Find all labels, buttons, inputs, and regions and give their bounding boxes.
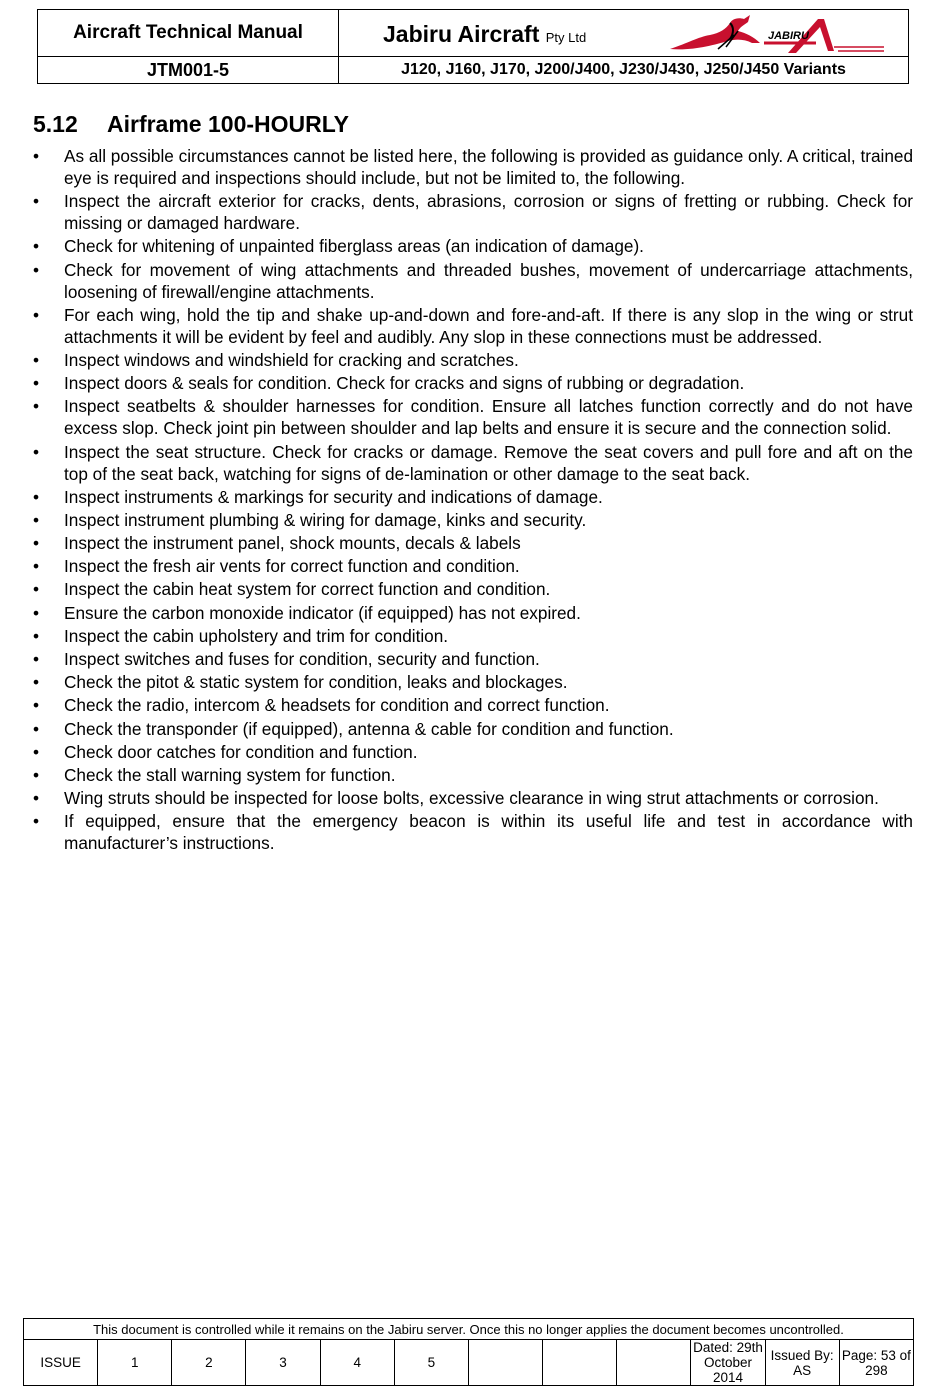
list-item-text: Inspect seatbelts & shoulder harnesses for condition. Ensure all latches function correctly and do not have excess slop. Check joint pin between shoulder and lap belts and ensure it is secure and the connection solid. (64, 396, 913, 439)
list-item-text: Check the radio, intercom & headsets for condition and correct function. (64, 695, 610, 716)
issue-label: ISSUE (24, 1340, 98, 1386)
list-item-text: Check the pitot & static system for condition, leaks and blockages. (64, 672, 568, 693)
issue-cell: 1 (98, 1340, 172, 1386)
list-item-text: Inspect the cabin heat system for correct function and condition. (64, 579, 551, 600)
list-item-text: Inspect switches and fuses for condition, security and function. (64, 649, 540, 669)
logo-text: JABIRU (768, 30, 809, 42)
list-item (33, 532, 913, 554)
bullet-icon: • (33, 373, 40, 394)
list-item (33, 395, 913, 439)
list-item (33, 304, 913, 348)
jabiru-bird-logo-icon (668, 13, 886, 55)
list-item-text: Inspect instruments & markings for security and indications of damage. (64, 486, 603, 507)
manual-title: Aircraft Technical Manual (38, 10, 339, 57)
list-item (33, 671, 913, 693)
list-item-text: Wing struts should be inspected for loose bolts, excessive clearance in wing strut attachments or corrosion. (64, 788, 879, 809)
list-item (33, 718, 913, 740)
bullet-icon: • (33, 304, 40, 325)
inspection-list (33, 145, 913, 856)
list-item (33, 694, 913, 716)
bullet-icon: • (33, 741, 40, 762)
list-item (33, 625, 913, 647)
control-note: This document is controlled while it remains on the Jabiru server. Once this no longer applies the document becomes uncontrolled. (24, 1319, 914, 1340)
list-item (33, 764, 913, 786)
bullet-icon: • (33, 602, 40, 623)
list-item-text: Check door catches for condition and function. (64, 741, 418, 762)
list-item (33, 190, 913, 234)
list-item (33, 602, 913, 624)
bullet-icon: • (33, 649, 40, 669)
bullet-icon: • (33, 625, 40, 646)
bullet-icon: • (33, 191, 40, 212)
issue-cell: 5 (394, 1340, 468, 1386)
bullet-icon: • (33, 486, 40, 507)
bullet-icon: • (33, 146, 40, 166)
list-item (33, 259, 913, 303)
bullet-icon: • (33, 764, 40, 785)
list-item (33, 372, 913, 394)
list-item (33, 741, 913, 763)
bullet-icon: • (33, 788, 40, 809)
issue-cell (617, 1340, 691, 1386)
list-item (33, 441, 913, 485)
list-item (33, 509, 913, 531)
document-footer (23, 1318, 914, 1386)
list-item (33, 648, 913, 670)
bullet-icon: • (33, 672, 40, 693)
list-item-text: Inspect doors & seals for condition. Check for cracks and signs of rubbing or degradation. (64, 373, 745, 394)
list-item (33, 810, 913, 854)
list-item-text: Inspect the aircraft exterior for cracks, dents, abrasions, corrosion or signs of fretting or rubbing. Check for missing or damaged hardware. (64, 191, 913, 234)
bullet-icon: • (33, 349, 40, 370)
list-item-text: For each wing, hold the tip and shake up-and-down and fore-and-aft. If there is any slop in the wing or strut attachments it will be evident by feel and audibly. Any slop in these connections must be addressed. (64, 304, 913, 347)
bullet-icon: • (33, 695, 40, 716)
list-item-text: Inspect the seat structure. Check for cracks or damage. Remove the seat covers and pull fore and aft on the top of the seat back, watching for signs of de-lamination or other damage to the seat back. (64, 441, 913, 484)
issue-cell (543, 1340, 617, 1386)
bullet-icon: • (33, 556, 40, 577)
issue-date: Dated: 29th October 2014 (691, 1340, 765, 1386)
list-item-text: Inspect windows and windshield for cracking and scratches. (64, 349, 519, 370)
list-item-text: Inspect the fresh air vents for correct function and condition. (64, 556, 520, 577)
bullet-icon: • (33, 236, 40, 257)
bullet-icon: • (33, 441, 40, 462)
company-cell (339, 10, 909, 57)
section-heading (33, 111, 349, 138)
issue-cell: 3 (246, 1340, 320, 1386)
list-item (33, 145, 913, 189)
list-item (33, 555, 913, 577)
bullet-icon: • (33, 533, 40, 554)
list-item (33, 235, 913, 257)
company-name (383, 21, 586, 48)
list-item-text: If equipped, ensure that the emergency beacon is within its useful life and test in accordance with manufacturer’s instructions. (64, 811, 913, 854)
list-item-text: Check the stall warning system for function. (64, 764, 396, 785)
list-item (33, 787, 913, 809)
list-item-text: Check the transponder (if equipped), antenna & cable for condition and function. (64, 718, 674, 739)
list-item (33, 486, 913, 508)
list-item-text: Check for movement of wing attachments and threaded bushes, movement of undercarriage attachments, loosening of firewall/engine attachments. (64, 259, 913, 302)
issue-cell: 4 (320, 1340, 394, 1386)
doc-number: JTM001-5 (38, 57, 339, 84)
list-item-text: Inspect instrument plumbing & wiring for damage, kinks and security. (64, 509, 587, 530)
list-item-text: Inspect the cabin upholstery and trim for condition. (64, 625, 449, 646)
company-suffix: Pty Ltd (545, 30, 587, 45)
company-name-text: Jabiru Aircraft (383, 21, 540, 47)
list-item-text: Check for whitening of unpainted fiberglass areas (an indication of damage). (64, 236, 644, 257)
section-title: Airframe 100-HOURLY (107, 111, 350, 137)
bullet-icon: • (33, 396, 40, 417)
bullet-icon: • (33, 718, 40, 739)
issued-by: Issued By: AS (765, 1340, 839, 1386)
bullet-icon: • (33, 811, 40, 832)
section-number: 5.12 (33, 111, 78, 137)
document-header (37, 9, 909, 84)
list-item (33, 578, 913, 600)
list-item (33, 349, 913, 371)
issue-cell (468, 1340, 542, 1386)
bullet-icon: • (33, 509, 40, 530)
list-item-text: Ensure the carbon monoxide indicator (if equipped) has not expired. (64, 602, 581, 623)
bullet-icon: • (33, 579, 40, 600)
issue-cell: 2 (172, 1340, 246, 1386)
bullet-icon: • (33, 259, 40, 280)
list-item-text: Inspect the instrument panel, shock mounts, decals & labels (64, 533, 521, 554)
page-number: Page: 53 of 298 (839, 1340, 913, 1386)
variants: J120, J160, J170, J200/J400, J230/J430, J250/J450 Variants (339, 57, 909, 84)
list-item-text: As all possible circumstances cannot be listed here, the following is provided as guidance only. A critical, trained eye is required and inspections should include, but not be limited to, the following. (64, 146, 914, 188)
